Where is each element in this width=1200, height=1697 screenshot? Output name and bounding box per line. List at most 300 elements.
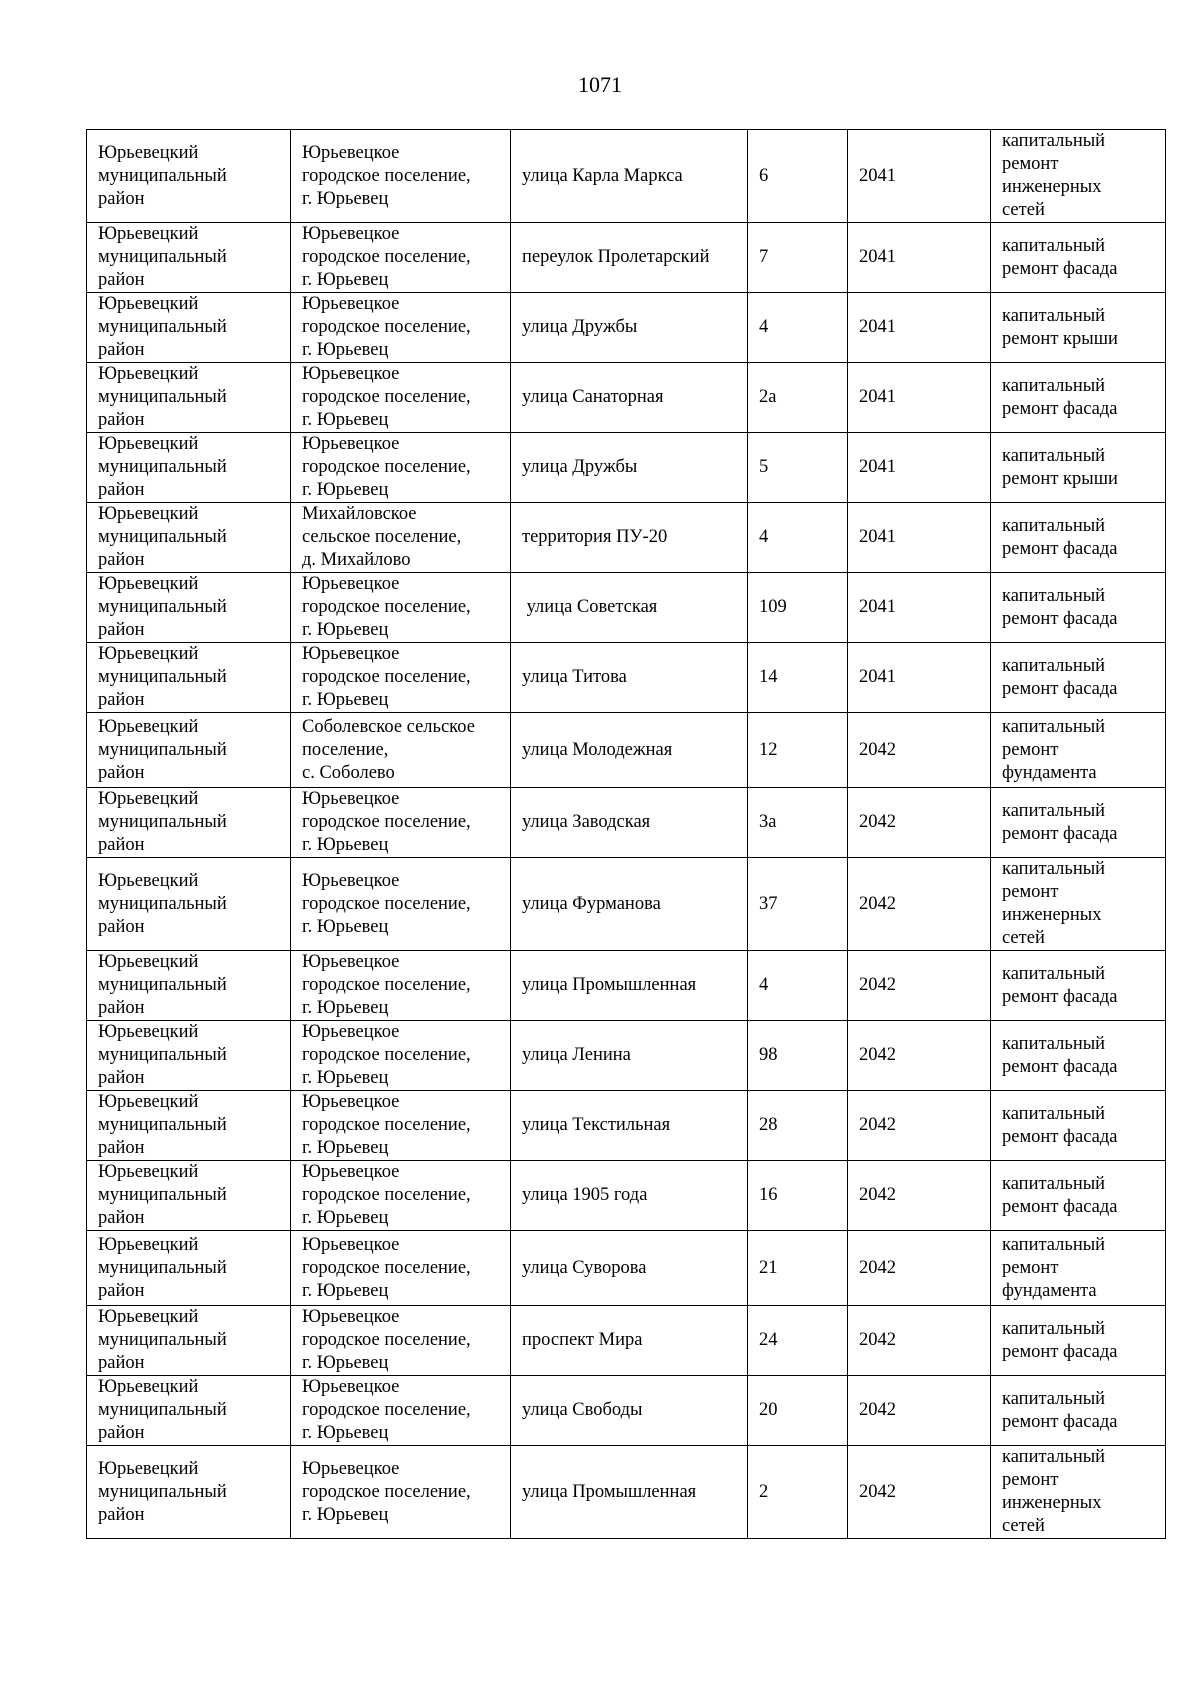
work-type-cell-line: капитальный: [1002, 1447, 1106, 1467]
settlement-cell-line: с. Соболево: [302, 762, 395, 783]
table-row: [87, 713, 1166, 788]
street-cell: [511, 1446, 748, 1539]
work-type-cell-line: капитальный: [1002, 655, 1106, 676]
district-cell-line: Юрьевецкий: [98, 224, 199, 244]
work-type-cell: [991, 1091, 1166, 1161]
table-row: [87, 293, 1166, 363]
district-cell: [87, 858, 291, 951]
district-cell-line: муниципальный: [98, 1185, 227, 1205]
settlement-cell-line: г. Юрьевец: [302, 480, 389, 500]
settlement-cell-line: городское поселение,: [302, 1481, 471, 1502]
settlement-cell-line: Юрьевецкое: [302, 644, 400, 664]
work-type-cell: [991, 713, 1166, 788]
work-type-cell-line: сетей: [1002, 928, 1045, 948]
street-cell: [511, 713, 748, 788]
settlement-cell-line: Юрьевецкое: [302, 142, 400, 163]
street-cell-text: улица 1905 года: [522, 1185, 648, 1205]
year-cell-text: 2042: [859, 739, 896, 760]
house-number-cell-text: 109: [759, 597, 787, 617]
table-row: [87, 130, 1166, 223]
house-number-cell-text: 2а: [759, 387, 777, 407]
house-number-cell-text: 12: [759, 739, 778, 760]
work-type-cell-line: ремонт фасада: [1002, 678, 1118, 699]
district-cell: [87, 788, 291, 858]
settlement-cell-line: г. Юрьевец: [302, 620, 389, 640]
street-cell: [511, 363, 748, 433]
work-type-cell: [991, 363, 1166, 433]
street-cell-text: улица Титова: [522, 667, 627, 687]
district-cell: [87, 1446, 291, 1539]
year-cell: [848, 1376, 991, 1446]
year-cell-text: 2042: [859, 1330, 896, 1350]
street-cell-text: улица Текстильная: [522, 1115, 671, 1135]
year-cell: [848, 643, 991, 713]
settlement-cell-line: Юрьевецкое: [302, 364, 400, 384]
work-type-cell: [991, 293, 1166, 363]
district-cell: [87, 503, 291, 573]
district-cell-line: район: [98, 340, 145, 360]
district-cell-line: муниципальный: [98, 527, 227, 547]
settlement-cell-line: д. Михайлово: [302, 550, 411, 570]
settlement-cell-line: г. Юрьевец: [302, 188, 389, 209]
district-cell-line: Юрьевецкий: [98, 1162, 199, 1182]
district-cell: [87, 223, 291, 293]
house-number-cell-text: 20: [759, 1400, 778, 1420]
district-cell: [87, 643, 291, 713]
house-number-cell: [748, 1161, 848, 1231]
district-cell-line: район: [98, 916, 145, 937]
district-cell-line: Юрьевецкий: [98, 574, 199, 594]
year-cell-text: 2041: [859, 457, 896, 477]
district-cell-line: муниципальный: [98, 1115, 227, 1135]
table-row: [87, 1446, 1166, 1539]
work-type-cell-line: капитальный: [1002, 235, 1106, 256]
work-type-cell-line: ремонт фасада: [1002, 538, 1118, 559]
work-type-cell-line: капитальный: [1002, 1318, 1106, 1339]
year-cell-text: 2042: [859, 1185, 896, 1205]
district-cell: [87, 1231, 291, 1306]
work-type-cell-line: капитальный: [1002, 1033, 1106, 1054]
settlement-cell-line: г. Юрьевец: [302, 916, 389, 937]
settlement-cell-line: Юрьевецкое: [302, 224, 400, 244]
street-cell-text: улица Свободы: [522, 1400, 643, 1420]
work-type-cell: [991, 573, 1166, 643]
settlement-cell: [291, 1231, 511, 1306]
district-cell: [87, 130, 291, 223]
settlement-cell-line: Юрьевецкое: [302, 294, 400, 314]
street-cell-text: улица Промышленная: [522, 1481, 697, 1502]
settlement-cell: [291, 1021, 511, 1091]
house-number-cell-text: 7: [759, 247, 769, 267]
house-number-cell: [748, 573, 848, 643]
settlement-cell-line: Юрьевецкое: [302, 434, 400, 454]
house-number-cell-text: 2: [759, 1481, 769, 1502]
work-type-cell-line: капитальный: [1002, 585, 1106, 606]
house-number-cell-text: 21: [759, 1257, 778, 1278]
work-type-cell-line: ремонт: [1002, 739, 1059, 760]
street-cell: [511, 1091, 748, 1161]
work-type-cell-line: инженерных: [1002, 1493, 1102, 1513]
year-cell: [848, 503, 991, 573]
settlement-cell-line: городское поселение,: [302, 387, 471, 407]
work-type-cell-line: инженерных: [1002, 177, 1102, 197]
district-cell-line: район: [98, 1504, 145, 1525]
work-type-cell: [991, 788, 1166, 858]
work-type-cell: [991, 1161, 1166, 1231]
work-type-cell: [991, 1446, 1166, 1539]
table-row: [87, 573, 1166, 643]
street-cell: [511, 858, 748, 951]
settlement-cell-line: городское поселение,: [302, 1330, 471, 1350]
settlement-cell: [291, 130, 511, 223]
settlement-cell-line: городское поселение,: [302, 1045, 471, 1065]
settlement-cell: [291, 951, 511, 1021]
house-number-cell: [748, 1021, 848, 1091]
work-type-cell-line: капитальный: [1002, 963, 1106, 984]
work-type-cell-line: сетей: [1002, 200, 1045, 220]
table-row: [87, 951, 1166, 1021]
house-number-cell: [748, 1306, 848, 1376]
house-number-cell-text: 14: [759, 667, 778, 687]
table-row: [87, 788, 1166, 858]
district-cell-line: район: [98, 1208, 145, 1228]
district-cell-line: район: [98, 1138, 145, 1158]
work-type-cell-line: фундамента: [1002, 1280, 1097, 1301]
house-number-cell-text: 16: [759, 1185, 778, 1205]
street-cell-text: переулок Пролетарский: [522, 247, 710, 267]
settlement-cell-line: г. Юрьевец: [302, 1423, 389, 1443]
table-row: [87, 363, 1166, 433]
street-cell-text: улица Молодежная: [522, 739, 673, 760]
work-type-cell-line: ремонт фасада: [1002, 608, 1118, 629]
street-cell: [511, 1021, 748, 1091]
street-cell: [511, 1376, 748, 1446]
work-type-cell: [991, 130, 1166, 223]
district-cell-line: район: [98, 1423, 145, 1443]
settlement-cell-line: городское поселение,: [302, 893, 471, 914]
house-number-cell-text: 5: [759, 457, 769, 477]
settlement-cell: [291, 1161, 511, 1231]
settlement-cell-line: Михайловское: [302, 504, 417, 524]
work-type-cell: [991, 1306, 1166, 1376]
house-number-cell: [748, 951, 848, 1021]
street-cell: [511, 788, 748, 858]
settlement-cell-line: Юрьевецкое: [302, 1022, 400, 1042]
settlement-cell-line: городское поселение,: [302, 1115, 471, 1135]
work-type-cell-line: капитальный: [1002, 1173, 1106, 1194]
street-cell-text: улица Заводская: [522, 812, 651, 832]
street-cell: [511, 130, 748, 223]
house-number-cell: [748, 1231, 848, 1306]
settlement-cell-line: г. Юрьевец: [302, 1208, 389, 1228]
settlement-cell-line: поселение,: [302, 739, 389, 760]
year-cell: [848, 713, 991, 788]
street-cell-text: улица Промышленная: [522, 975, 697, 995]
street-cell: [511, 223, 748, 293]
year-cell: [848, 1091, 991, 1161]
work-type-cell-line: сетей: [1002, 1516, 1045, 1536]
settlement-cell: [291, 503, 511, 573]
year-cell: [848, 223, 991, 293]
street-cell: [511, 433, 748, 503]
district-cell-line: муниципальный: [98, 1257, 227, 1278]
year-cell: [848, 130, 991, 223]
district-cell-line: Юрьевецкий: [98, 1458, 199, 1479]
year-cell-text: 2042: [859, 975, 896, 995]
settlement-cell: [291, 433, 511, 503]
district-cell-line: район: [98, 270, 145, 290]
work-type-cell-line: ремонт фасада: [1002, 823, 1118, 844]
work-type-cell: [991, 643, 1166, 713]
work-type-cell-line: капитальный: [1002, 716, 1106, 737]
street-cell-text: улица Дружбы: [522, 317, 638, 337]
settlement-cell-line: г. Юрьевец: [302, 410, 389, 430]
settlement-cell-line: городское поселение,: [302, 317, 471, 337]
district-cell-line: Юрьевецкий: [98, 952, 199, 972]
work-type-cell-line: ремонт: [1002, 154, 1059, 174]
district-cell-line: Юрьевецкий: [98, 716, 199, 737]
house-number-cell: [748, 1376, 848, 1446]
street-cell-text: улица Фурманова: [522, 893, 661, 914]
year-cell-text: 2042: [859, 1481, 896, 1502]
house-number-cell: [748, 363, 848, 433]
house-number-cell-text: 3а: [759, 812, 777, 832]
work-type-cell: [991, 1231, 1166, 1306]
house-number-cell: [748, 858, 848, 951]
year-cell: [848, 1306, 991, 1376]
district-cell-line: район: [98, 480, 145, 500]
street-cell-text: улица Советская: [522, 597, 658, 617]
table-row: [87, 433, 1166, 503]
street-cell-text: территория ПУ-20: [522, 527, 668, 547]
work-type-cell: [991, 433, 1166, 503]
district-cell-line: муниципальный: [98, 1400, 227, 1420]
work-type-cell-line: ремонт крыши: [1002, 468, 1118, 489]
district-cell-line: район: [98, 410, 145, 430]
year-cell-text: 2042: [859, 812, 896, 832]
house-number-cell-text: 37: [759, 893, 778, 914]
district-cell-line: район: [98, 620, 145, 640]
settlement-cell: [291, 1091, 511, 1161]
work-type-cell-line: капитальный: [1002, 131, 1106, 151]
street-cell: [511, 503, 748, 573]
settlement-cell-line: городское поселение,: [302, 1185, 471, 1205]
work-type-cell: [991, 223, 1166, 293]
district-cell-line: муниципальный: [98, 739, 227, 760]
district-cell-line: муниципальный: [98, 165, 227, 186]
work-type-cell-line: капитальный: [1002, 859, 1106, 879]
settlement-cell-line: г. Юрьевец: [302, 835, 389, 855]
house-number-cell: [748, 223, 848, 293]
district-cell-line: муниципальный: [98, 1330, 227, 1350]
work-type-cell-line: ремонт фасада: [1002, 398, 1118, 419]
district-cell-line: Юрьевецкий: [98, 1092, 199, 1112]
district-cell: [87, 433, 291, 503]
work-type-cell-line: ремонт фасада: [1002, 1341, 1118, 1362]
year-cell-text: 2041: [859, 667, 896, 687]
settlement-cell-line: Юрьевецкое: [302, 952, 400, 972]
settlement-cell-line: городское поселение,: [302, 1400, 471, 1420]
work-type-cell: [991, 1021, 1166, 1091]
street-cell: [511, 1161, 748, 1231]
house-number-cell: [748, 1091, 848, 1161]
settlement-cell-line: Юрьевецкое: [302, 1307, 400, 1327]
district-cell-line: район: [98, 1353, 145, 1373]
district-cell: [87, 1091, 291, 1161]
work-type-cell-line: капитальный: [1002, 1103, 1106, 1124]
district-cell-line: район: [98, 1280, 145, 1301]
district-cell-line: Юрьевецкий: [98, 364, 199, 384]
table-row: [87, 1161, 1166, 1231]
year-cell-text: 2041: [859, 527, 896, 547]
settlement-cell-line: Юрьевецкое: [302, 870, 400, 891]
year-cell: [848, 858, 991, 951]
district-cell-line: муниципальный: [98, 597, 227, 617]
settlement-cell-line: г. Юрьевец: [302, 1504, 389, 1525]
district-cell-line: муниципальный: [98, 667, 227, 687]
year-cell: [848, 1021, 991, 1091]
settlement-cell: [291, 858, 511, 951]
district-cell-line: муниципальный: [98, 1481, 227, 1502]
house-number-cell: [748, 713, 848, 788]
settlement-cell-line: городское поселение,: [302, 597, 471, 617]
work-type-cell-line: ремонт фасада: [1002, 258, 1118, 279]
settlement-cell: [291, 223, 511, 293]
year-cell: [848, 1446, 991, 1539]
house-number-cell: [748, 130, 848, 223]
district-cell-line: муниципальный: [98, 387, 227, 407]
work-type-cell-line: ремонт фасада: [1002, 1411, 1118, 1432]
house-number-cell-text: 4: [759, 317, 769, 337]
year-cell: [848, 951, 991, 1021]
district-cell: [87, 573, 291, 643]
settlement-cell-line: Юрьевецкое: [302, 1234, 400, 1255]
settlement-cell-line: г. Юрьевец: [302, 340, 389, 360]
settlement-cell-line: Соболевское сельское: [302, 716, 475, 737]
district-cell-line: Юрьевецкий: [98, 294, 199, 314]
settlement-cell: [291, 643, 511, 713]
work-type-cell-line: капитальный: [1002, 1234, 1106, 1255]
street-cell-text: улица Суворова: [522, 1257, 647, 1278]
work-type-cell-line: фундамента: [1002, 762, 1097, 783]
district-cell-line: район: [98, 998, 145, 1018]
repair-schedule-table: [86, 129, 1166, 1539]
work-type-cell-line: капитальный: [1002, 800, 1106, 821]
work-type-cell-line: инженерных: [1002, 905, 1102, 925]
settlement-cell-line: Юрьевецкое: [302, 574, 400, 594]
district-cell-line: Юрьевецкий: [98, 504, 199, 524]
settlement-cell-line: г. Юрьевец: [302, 1138, 389, 1158]
house-number-cell: [748, 433, 848, 503]
year-cell-text: 2042: [859, 1257, 896, 1278]
year-cell: [848, 1231, 991, 1306]
district-cell-line: район: [98, 550, 145, 570]
table-row: [87, 1231, 1166, 1306]
house-number-cell: [748, 1446, 848, 1539]
street-cell: [511, 1306, 748, 1376]
district-cell-line: Юрьевецкий: [98, 142, 199, 163]
house-number-cell-text: 4: [759, 527, 769, 547]
settlement-cell-line: г. Юрьевец: [302, 270, 389, 290]
street-cell-text: улица Ленина: [522, 1045, 631, 1065]
year-cell: [848, 573, 991, 643]
work-type-cell-line: капитальный: [1002, 1388, 1106, 1409]
table-row: [87, 1021, 1166, 1091]
district-cell-line: муниципальный: [98, 317, 227, 337]
district-cell-line: Юрьевецкий: [98, 789, 199, 809]
year-cell-text: 2041: [859, 247, 896, 267]
work-type-cell-line: ремонт фасада: [1002, 1196, 1118, 1217]
settlement-cell: [291, 1446, 511, 1539]
work-type-cell-line: ремонт: [1002, 1470, 1059, 1490]
year-cell-text: 2042: [859, 1115, 896, 1135]
year-cell-text: 2042: [859, 1045, 896, 1065]
table-row: [87, 503, 1166, 573]
settlement-cell-line: городское поселение,: [302, 247, 471, 267]
year-cell-text: 2041: [859, 597, 896, 617]
district-cell-line: муниципальный: [98, 1045, 227, 1065]
year-cell: [848, 293, 991, 363]
year-cell: [848, 788, 991, 858]
table-row: [87, 1376, 1166, 1446]
house-number-cell: [748, 503, 848, 573]
work-type-cell-line: ремонт: [1002, 882, 1059, 902]
work-type-cell: [991, 951, 1166, 1021]
page-number: 1071: [578, 72, 622, 97]
work-type-cell: [991, 858, 1166, 951]
district-cell: [87, 1161, 291, 1231]
table-row: [87, 223, 1166, 293]
street-cell-text: улица Дружбы: [522, 457, 638, 477]
district-cell: [87, 713, 291, 788]
district-cell: [87, 363, 291, 433]
settlement-cell-line: городское поселение,: [302, 812, 471, 832]
table-row: [87, 643, 1166, 713]
settlement-cell-line: городское поселение,: [302, 1257, 471, 1278]
district-cell-line: муниципальный: [98, 457, 227, 477]
year-cell: [848, 1161, 991, 1231]
year-cell-text: 2041: [859, 317, 896, 337]
district-cell: [87, 1021, 291, 1091]
house-number-cell-text: 4: [759, 975, 769, 995]
district-cell-line: Юрьевецкий: [98, 1022, 199, 1042]
settlement-cell-line: г. Юрьевец: [302, 1280, 389, 1301]
settlement-cell: [291, 1306, 511, 1376]
settlement-cell-line: г. Юрьевец: [302, 998, 389, 1018]
district-cell: [87, 1376, 291, 1446]
settlement-cell-line: г. Юрьевец: [302, 690, 389, 710]
street-cell-text: улица Санаторная: [522, 387, 664, 407]
year-cell-text: 2041: [859, 387, 896, 407]
work-type-cell: [991, 1376, 1166, 1446]
settlement-cell: [291, 713, 511, 788]
table-row: [87, 1306, 1166, 1376]
house-number-cell: [748, 788, 848, 858]
work-type-cell: [991, 503, 1166, 573]
house-number-cell: [748, 643, 848, 713]
settlement-cell: [291, 788, 511, 858]
district-cell-line: Юрьевецкий: [98, 1307, 199, 1327]
settlement-cell-line: Юрьевецкое: [302, 1458, 400, 1479]
house-number-cell-text: 24: [759, 1330, 778, 1350]
street-cell: [511, 293, 748, 363]
table-row: [87, 1091, 1166, 1161]
district-cell-line: район: [98, 762, 145, 783]
settlement-cell: [291, 363, 511, 433]
settlement-cell-line: городское поселение,: [302, 667, 471, 687]
district-cell-line: район: [98, 188, 145, 209]
district-cell-line: муниципальный: [98, 812, 227, 832]
